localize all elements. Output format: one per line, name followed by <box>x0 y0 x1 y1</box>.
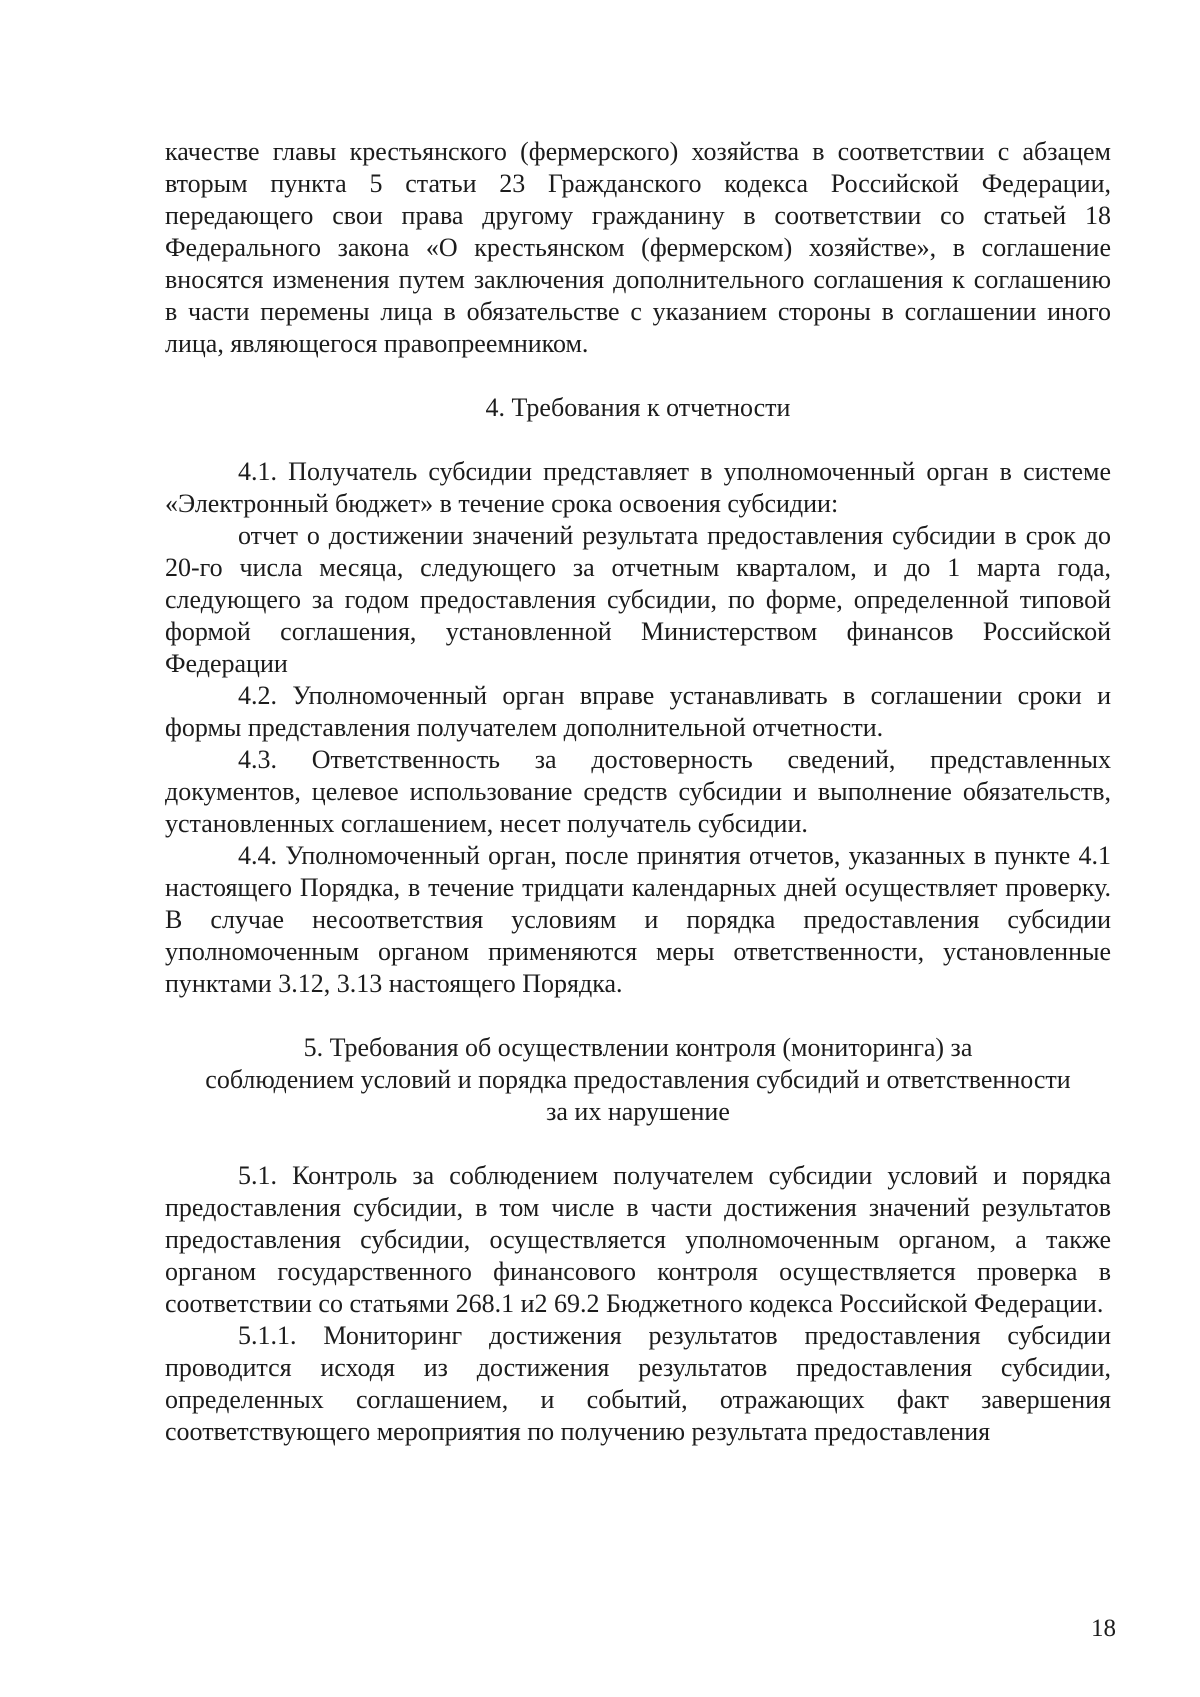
paragraph-4-4: 4.4. Уполномоченный орган, после принятия отчетов, указанных в пункте 4.1 настоящего Порядка, в течение тридцати календарных дней осуществляет проверку. В случае несоответствия условиям и порядка предоставления субсидии уполномоченным органом применяются меры ответственности, установленные пунктами 3.12, 3.13 настоящего Порядка. <box>165 841 1111 998</box>
continuation-paragraph: качестве главы крестьянского (фермерского) хозяйства в соответствии с абзацем вторым пункта 5 статьи 23 Гражданского кодекса Российской Федерации, передающего свои права другому гражданину в соответствии со статьей 18 Федерального закона «О крестьянском (фермерском) хозяйстве», в соглашение вносятся изменения путем заключения дополнительного соглашения к соглашению в части перемены лица в обязательстве с указанием стороны в соглашении иного лица, являющегося правопреемником. <box>165 137 1111 358</box>
paragraph-4-1-report: отчет о достижении значений результата предоставления субсидии в срок до 20-го числа месяца, следующего за отчетным кварталом, и до 1 марта года, следующего за годом предоставления субсидии, по форме, определенной типовой формой соглашения, установленной Министерством финансов Российской Федерации <box>165 521 1111 678</box>
paragraph-5-1: 5.1. Контроль за соблюдением получателем субсидии условий и порядка предоставления субсидии, в том числе в части достижения значений результатов предоставления субсидии, осуществляется уполномоченным органом, а также органом государственного финансового контроля осуществляется проверка в соответствии со статьями 268.1 и2 69.2 Бюджетного кодекса Российской Федерации. <box>165 1161 1111 1318</box>
spacer <box>165 424 1111 456</box>
section-5-title-line-2: соблюдением условий и порядка предоставления субсидий и ответственности <box>205 1065 1071 1094</box>
paragraph-4-2: 4.2. Уполномоченный орган вправе устанавливать в соглашении сроки и формы представления получателем дополнительной отчетности. <box>165 681 1111 742</box>
section-5-title-line-3: за их нарушение <box>546 1097 730 1126</box>
section-5-title-line-1: 5. Требования об осуществлении контроля (мониторинга) за <box>303 1033 973 1062</box>
page-number: 18 <box>1091 1615 1116 1642</box>
spacer <box>165 1000 1111 1032</box>
paragraph-4-3: 4.3. Ответственность за достоверность сведений, представленных документов, целевое использование средств субсидии и выполнение обязательств, установленных соглашением, несет получатель субсидии. <box>165 745 1111 838</box>
paragraph-4-1: 4.1. Получатель субсидии представляет в уполномоченный орган в системе «Электронный бюджет» в течение срока освоения субсидии: <box>165 457 1111 518</box>
paragraph-5-1-1: 5.1.1. Мониторинг достижения результатов предоставления субсидии проводится исходя из достижения результатов предоставления субсидии, определенных соглашением, и событий, отражающих факт завершения соответствующего мероприятия по получению результата предоставления <box>165 1321 1111 1446</box>
spacer <box>165 360 1111 392</box>
spacer <box>165 1128 1111 1160</box>
document-body <box>165 136 1111 1448</box>
section-4-title: 4. Требования к отчетности <box>485 393 791 422</box>
